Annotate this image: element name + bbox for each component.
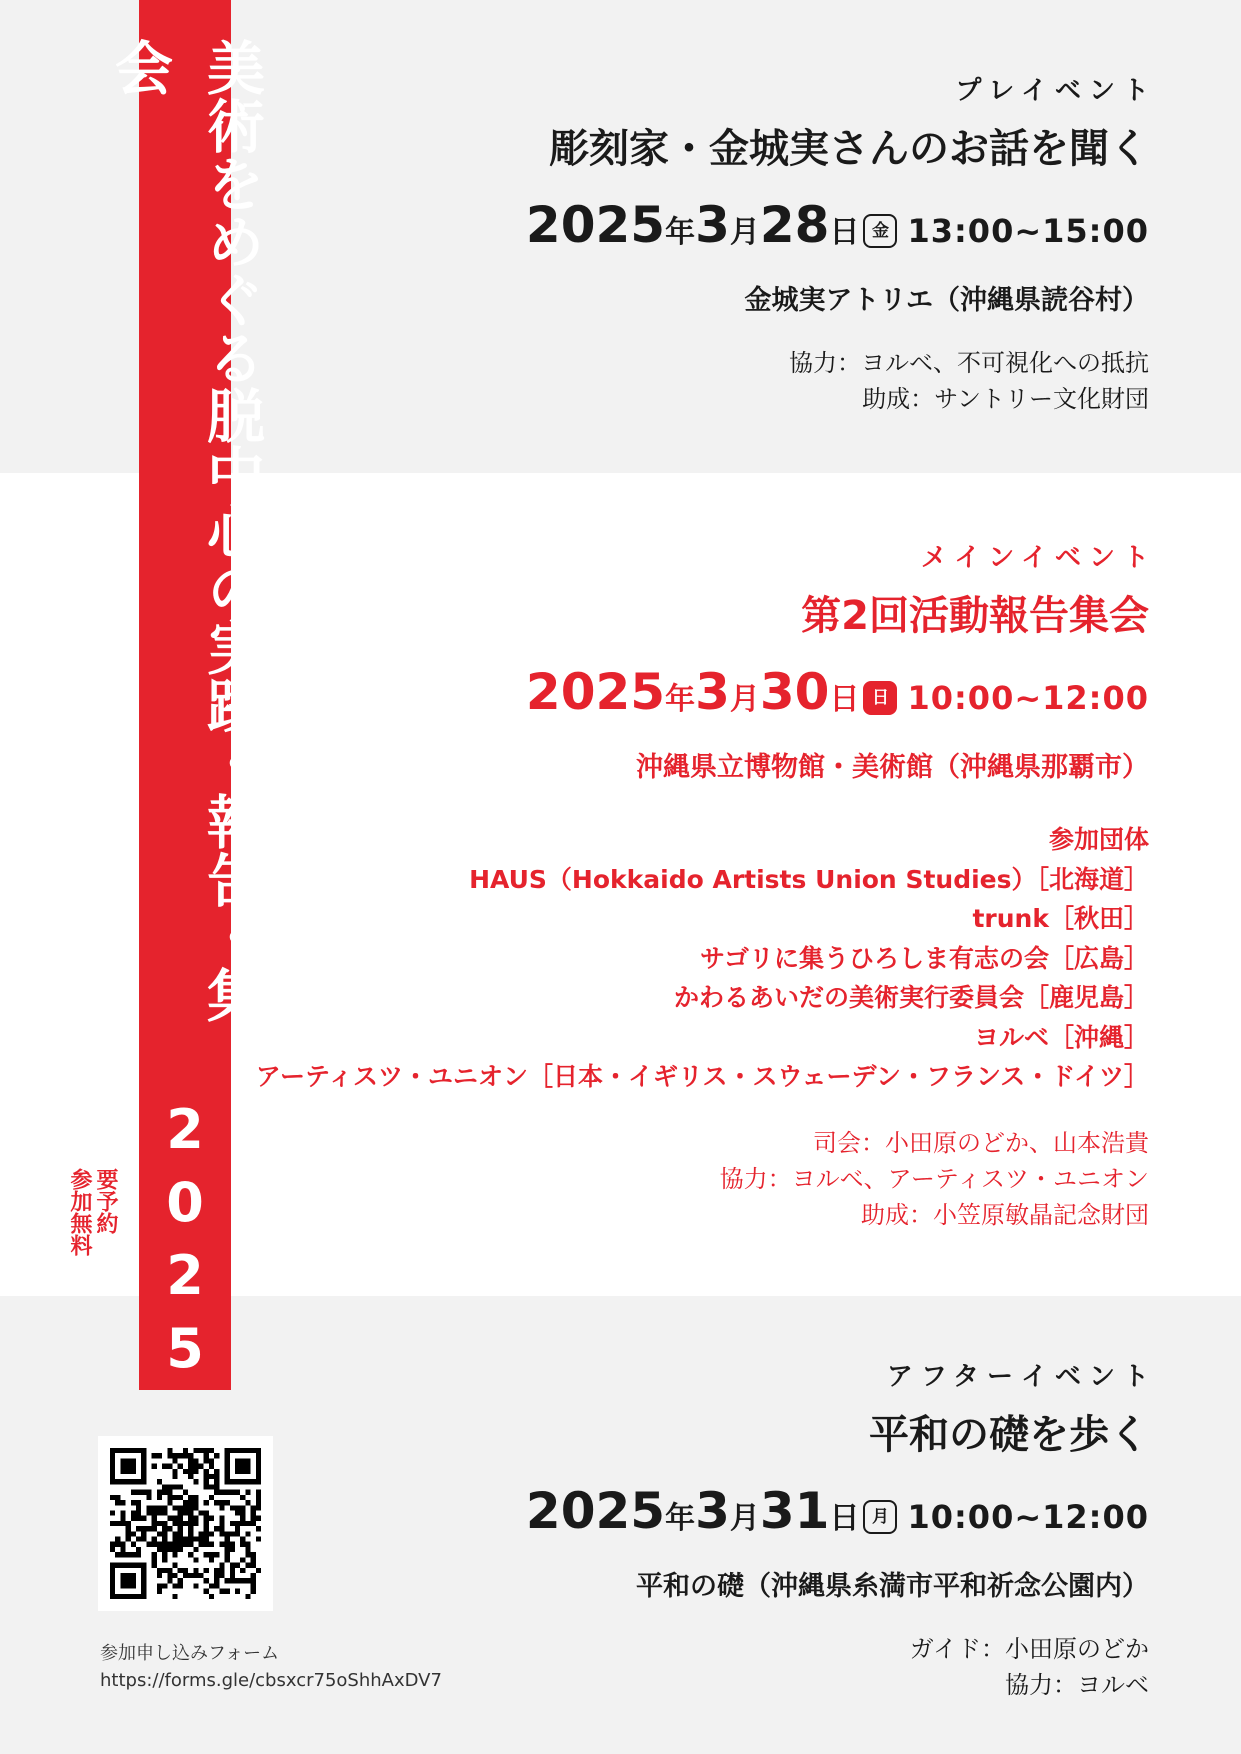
- date-year-unit: 年: [665, 682, 696, 717]
- credit-line: 協力：ヨルベ: [1005, 1671, 1149, 1699]
- event-time: 10:00~12:00: [907, 679, 1149, 717]
- date-day-unit: 日: [829, 682, 860, 717]
- credit-line: 助成：小笠原敏晶記念財団: [861, 1200, 1149, 1229]
- group-item: trunk［秋田］: [972, 904, 1149, 933]
- weekday-badge: 月: [863, 1500, 897, 1534]
- credit-line: 助成：サントリー文化財団: [862, 385, 1149, 413]
- main-event-title: 第2回活動報告集会: [801, 593, 1149, 639]
- form-info: [100, 1640, 442, 1694]
- pre-event-date: [249, 196, 1149, 254]
- date-year-unit: 年: [665, 215, 696, 250]
- date-year: 2025: [525, 663, 666, 721]
- main-event: [249, 537, 1157, 1233]
- date-year: 2025: [525, 1482, 666, 1540]
- after-event-date: [249, 1482, 1149, 1540]
- date-year: 2025: [525, 196, 666, 254]
- qr-code-graphic: [110, 1448, 261, 1599]
- free-note: 参加無料: [67, 1168, 92, 1256]
- date-year-unit: 年: [665, 1501, 696, 1536]
- date-month-unit: 月: [729, 682, 760, 717]
- pre-event: [249, 70, 1157, 417]
- weekday-badge: 日: [863, 681, 897, 715]
- event-time: 13:00~15:00: [907, 212, 1149, 250]
- group-item: ヨルベ［沖縄］: [973, 1022, 1149, 1052]
- date-day: 30: [759, 663, 830, 721]
- date-day-unit: 日: [829, 1501, 860, 1536]
- date-month-unit: 月: [729, 215, 760, 250]
- pre-event-title: 彫刻家・金城実さんのお話を聞く: [549, 126, 1149, 172]
- main-event-venue: 沖縄県立博物館・美術館（沖縄県那覇市）: [636, 752, 1149, 783]
- date-month: 3: [695, 1482, 730, 1540]
- main-event-kicker: メインイベント: [920, 543, 1157, 573]
- main-event-date: [249, 663, 1149, 721]
- group-item: サゴリに集うひろしま有志の会［広島］: [699, 943, 1149, 973]
- reservation-note: 要予約: [93, 1168, 118, 1234]
- groups-heading: 参加団体: [1048, 825, 1149, 854]
- group-item: HAUS（Hokkaido Artists Union Studies）［北海道］: [469, 864, 1149, 894]
- date-month-unit: 月: [729, 1501, 760, 1536]
- date-month: 3: [695, 196, 730, 254]
- form-url-link[interactable]: https://forms.gle/cbsxcr75oShhAxDV7: [100, 1670, 442, 1691]
- banner-year: 2025: [153, 1098, 217, 1390]
- weekday-badge: 金: [863, 214, 897, 248]
- credit-line: 協力：ヨルベ、アーティスツ・ユニオン: [719, 1164, 1149, 1193]
- after-event-title: 平和の礎を歩く: [869, 1412, 1149, 1458]
- date-day: 31: [759, 1482, 830, 1540]
- qr-code-icon[interactable]: [98, 1436, 273, 1611]
- after-event-kicker: アフターイベント: [886, 1362, 1157, 1392]
- event-time: 10:00~12:00: [907, 1498, 1149, 1536]
- group-item: かわるあいだの美術実行委員会［鹿児島］: [673, 983, 1149, 1012]
- pre-event-venue: 金城実アトリエ（沖縄県読谷村）: [744, 285, 1149, 316]
- credit-line: ガイド：小田原のどか: [909, 1635, 1149, 1663]
- credit-line: 協力：ヨルベ、不可視化への抵抗: [789, 349, 1149, 377]
- credit-line: 司会：小田原のどか、山本浩貴: [813, 1128, 1149, 1157]
- date-day: 28: [759, 196, 830, 254]
- participating-groups: [249, 820, 1149, 1097]
- side-notes: [67, 1168, 118, 1398]
- banner-title: 美術をめぐる脱中心の実践・報告・集会: [105, 38, 265, 1024]
- pre-event-credits: [249, 345, 1149, 417]
- date-day-unit: 日: [829, 215, 860, 250]
- main-event-credits: [249, 1125, 1149, 1233]
- after-event-venue: 平和の礎（沖縄県糸満市平和祈念公園内）: [636, 1571, 1149, 1602]
- form-label: 参加申し込みフォーム: [100, 1643, 280, 1664]
- pre-event-kicker: プレイベント: [955, 76, 1157, 106]
- date-month: 3: [695, 663, 730, 721]
- group-item: アーティスツ・ユニオン［日本・イギリス・スウェーデン・フランス・ドイツ］: [255, 1062, 1149, 1091]
